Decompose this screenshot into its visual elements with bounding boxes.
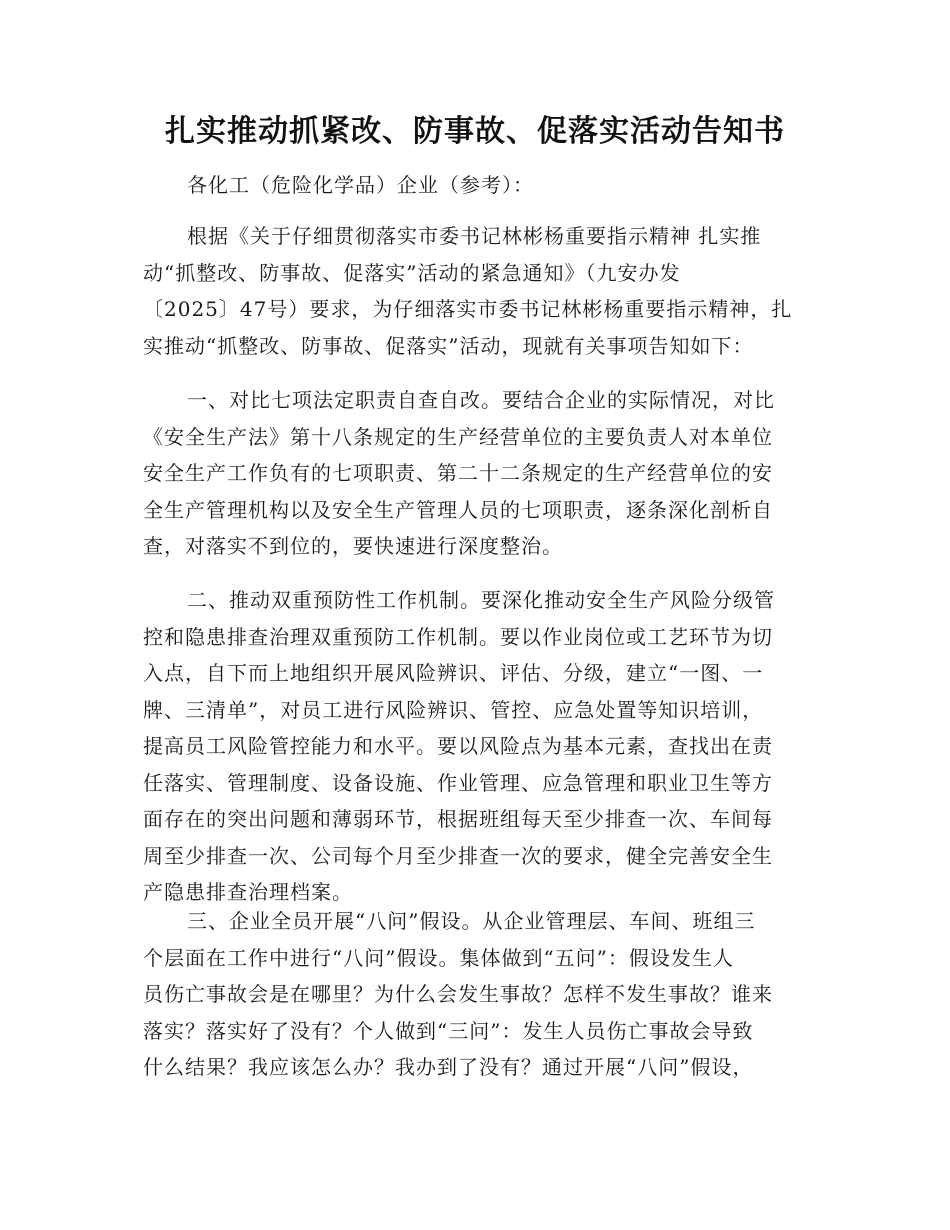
paragraph-intro (143, 218, 803, 364)
paragraph-line: 提高员工风险管控能力和水平。要以风险点为基本元素，查找出在责 (143, 734, 773, 758)
paragraph-line: 实推动“抓整改、防事故、促落实”活动，现就有关事项告知如下： (143, 333, 754, 358)
paragraph-line: 员伤亡事故会是在哪里？为什么会发生事故？怎样不发生事故？谁来 (143, 982, 773, 1006)
paragraph-line: 什么结果？我应该怎么办？我办到了没有？通过开展“八问”假设， (143, 1055, 754, 1079)
paragraph-line: 二、推动双重预防性工作机制。要深化推动安全生产风险分级管 (187, 588, 775, 612)
paragraph-line: 个层面在工作中进行“八问”假设。集体做到“五问”：假设发生人 (143, 945, 734, 970)
paragraph-line: 牌、三清单”，对员工进行风险辨识、管控、应急处置等知识培训， (143, 697, 764, 722)
paragraph-line: 〔2025〕47号）要求，为仔细落实市委书记林彬杨重要指示精神，扎 (143, 297, 793, 321)
salutation: 各化工（危险化学品）企业（参考）： (187, 173, 534, 197)
paragraph-section-3 (143, 903, 803, 1086)
paragraph-section-1 (143, 382, 803, 565)
paragraph-line: 面存在的突出问题和薄弱环节，根据班组每天至少排查一次、车间每 (143, 807, 773, 831)
paragraph-line: 安全生产工作负有的七项职责、第二十二条规定的生产经营单位的安 (143, 461, 773, 485)
paragraph-section-2 (143, 582, 803, 911)
paragraph-line: 《安全生产法》第十八条规定的生产经营单位的主要负责人对本单位 (143, 424, 773, 449)
paragraph-line: 根据《关于仔细贯彻落实市委书记林彬杨重要指示精神 扎实推 (187, 224, 762, 248)
paragraph-line: 查，对落实不到位的，要快速进行深度整治。 (143, 534, 563, 558)
paragraph-line: 全生产管理机构以及安全生产管理人员的七项职责，逐条深化剖析自 (143, 497, 773, 522)
paragraph-line: 一、对比七项法定职责自查自改。要结合企业的实际情况，对比 (187, 388, 775, 412)
paragraph-line: 落实？落实好了没有？个人做到“三问”：发生人员伤亡事故会导致 (143, 1018, 754, 1043)
paragraph-line: 动“抓整改、防事故、促落实”活动的紧急通知》（九安办发 (143, 260, 681, 285)
paragraph-line: 周至少排查一次、公司每个月至少排查一次的要求，健全完善安全生 (143, 843, 773, 868)
paragraph-line: 产隐患排查治理档案。 (143, 880, 353, 904)
paragraph-line: 入点，自下而上地组织开展风险辨识、评估、分级，建立“一图、一 (143, 661, 764, 685)
paragraph-line: 控和隐患排查治理双重预防工作机制。要以作业岗位或工艺环节为切 (143, 624, 773, 649)
document-title: 扎实推动抓紧改、防事故、促落实活动告知书 (165, 114, 785, 149)
paragraph-line: 任落实、管理制度、设备设施、作业管理、应急管理和职业卫生等方 (143, 770, 773, 795)
paragraph-line: 三、企业全员开展“八问”假设。从企业管理层、车间、班组三 (187, 909, 756, 933)
